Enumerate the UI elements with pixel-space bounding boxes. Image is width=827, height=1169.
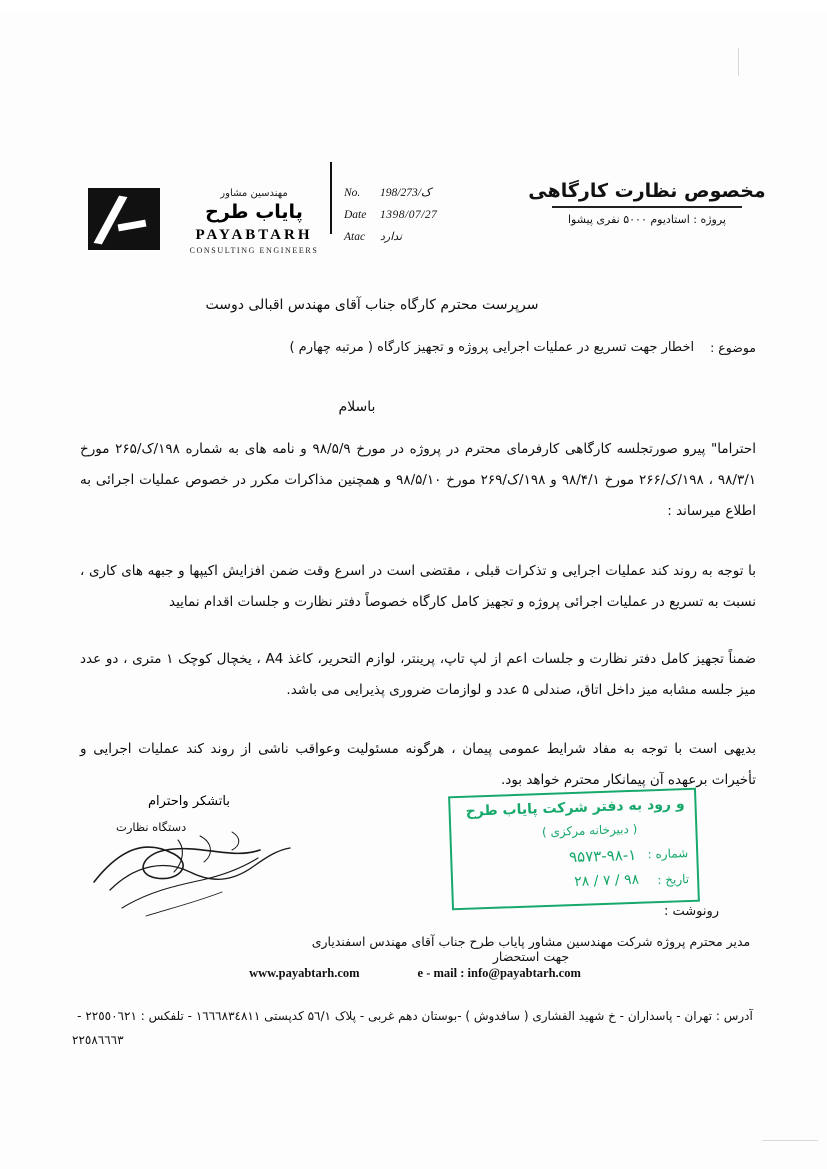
meta-atac-value: ندارد: [380, 230, 403, 243]
cc-label: رونوشت :: [664, 904, 720, 919]
registry-stamp-date-label: تاریخ :: [657, 872, 690, 888]
company-logo: [88, 188, 160, 250]
registry-stamp-date-value: ۹۸ / ۷ / ۲۸: [573, 871, 640, 891]
scan-artifact-top: [738, 48, 739, 76]
closing-thanks: باتشکر واحترام: [148, 794, 230, 809]
addressee-line: سرپرست محترم کارگاه جناب آقای مهندس اقبالی دوست: [205, 297, 539, 313]
meta-row-date: [344, 204, 437, 226]
supervision-stamp-title: مخصوص نظارت کارگاهی: [528, 180, 766, 202]
registry-stamp-number-value: ۹۵۷۳-۹۸-۱: [568, 845, 637, 867]
header-divider: [330, 162, 332, 234]
meta-date-label: Date: [344, 209, 367, 221]
supervision-stamp-project: پروژه : استادیوم ۵۰۰۰ نفری پیشوا: [568, 212, 726, 226]
footer-address-line2: ٢٢٥٨٦٦٦٣: [72, 1033, 124, 1047]
footer-email[interactable]: e - mail : info@payabtarh.com: [417, 966, 581, 980]
company-name-fa: پایاب طرح: [205, 201, 303, 223]
registry-stamp-number-label: شماره :: [647, 846, 689, 862]
paragraph-4: بدیهی است با توجه به مفاد شرایط عمومی پیمان ، هرگونه مسئولیت وعواقب ناشی از روند کند عملیات اجرایی و تأخیرات برعهده آن پیمانکار محترم خواهد بود.: [80, 741, 756, 788]
meta-atac-label: Atac: [344, 231, 366, 243]
meta-row-no: [344, 182, 437, 204]
footer-website[interactable]: www.payabtarh.com: [249, 966, 360, 980]
meta-date-value: 1398/07/27: [380, 209, 438, 221]
meta-no-value: 198/ک/273: [380, 187, 432, 199]
company-name-en: PAYABTARH: [195, 227, 313, 243]
logo-slash-icon: [94, 196, 128, 245]
supervision-stamp-rule: [552, 206, 742, 208]
handwritten-signature: [82, 820, 312, 930]
footer-contacts: [52, 966, 778, 981]
paragraph-2: با توجه به روند کند عملیات اجرایی و تذکرات قبلی ، مقتضی است در اسرع وقت ضمن افزایش اکیپها و جبهه های کاری ، نسبت به تسریع در عملیات اجرائی پروژه و تجهیز کامل کارگاه خصوصاً دفتر نظارت و جلسات اقدام نمایید: [80, 563, 756, 610]
scan-edge: [0, 0, 827, 14]
meta-row-atac: [344, 226, 437, 248]
registry-receipt-stamp: [448, 788, 700, 911]
company-name-fa-small: مهندسین مشاور: [220, 188, 288, 199]
paragraph-1: احتراما" پیرو صورتجلسه کارگاهی کارفرمای محترم در پروژه در مورخ ۹۸/۵/۹ و نامه های به شماره ۱۹۸/ک/۲۶۵ مورخ ۹۸/۳/۱ ، ۱۹۸/ک/۲۶۶ مورخ ۹۸/۴/۱ و ۱۹۸/ک/۲۶۹ مورخ ۹۸/۵/۱۰ و همچنین مذاکرات مکرر در خصوص عملیات اجرائی به اطلاع میرساند :: [80, 441, 756, 519]
supervision-stamp: [522, 180, 772, 226]
salutation: باسلام: [338, 399, 376, 415]
company-tagline-en: CONSULTING ENGINEERS: [189, 246, 319, 255]
subject-row: [52, 340, 756, 355]
company-brand: [164, 188, 344, 255]
paragraph-3: ضمناً تجهیز کامل دفتر نظارت و جلسات اعم از لپ تاپ، پرینتر، لوازم التحریر، کاغذ A4 ، یخچال کوچک ۱ متری ، دو عدد میز جلسه مشابه میز داخل اتاق، صندلی ۵ عدد و لوازمات ضروری پذیرایی می باشد.: [80, 651, 756, 698]
subject-label: موضوع :: [710, 340, 756, 355]
cc-text: مدیر محترم پروژه شرکت مهندسین مشاور پایاب طرح جناب آقای مهندس اسفندیاری جهت استحضار: [311, 934, 751, 964]
meta-no-label: No.: [344, 187, 361, 199]
letter-meta: [344, 182, 437, 248]
footer-address: [62, 1004, 768, 1052]
letter-sheet: [52, 104, 778, 1064]
logo-bar-icon: [118, 220, 147, 232]
registry-stamp-line2: ( دبیرخانه مرکزی ): [541, 821, 638, 840]
signature-title: دستگاه نظارت: [116, 820, 187, 834]
scan-artifact-bottom: [762, 1140, 818, 1141]
subject-text: اخطار جهت تسریع در عملیات اجرایی پروژه و تجهیز کارگاه ( مرتبه چهارم ): [289, 340, 695, 355]
registry-stamp-line1: و رود به دفتر شرکت پایاب طرح: [465, 796, 685, 820]
footer-address-line1: آدرس : تهران - پاسداران - خ شهید الفشاری ( سافدوش ) -بوستان دهم غربی - پلاک ۵٦/۱ کدپستی ١٦٦٦٨٣٤٨١١ - تلفکس : ٢٢٥٥٠٦٢١ -: [77, 1009, 753, 1023]
